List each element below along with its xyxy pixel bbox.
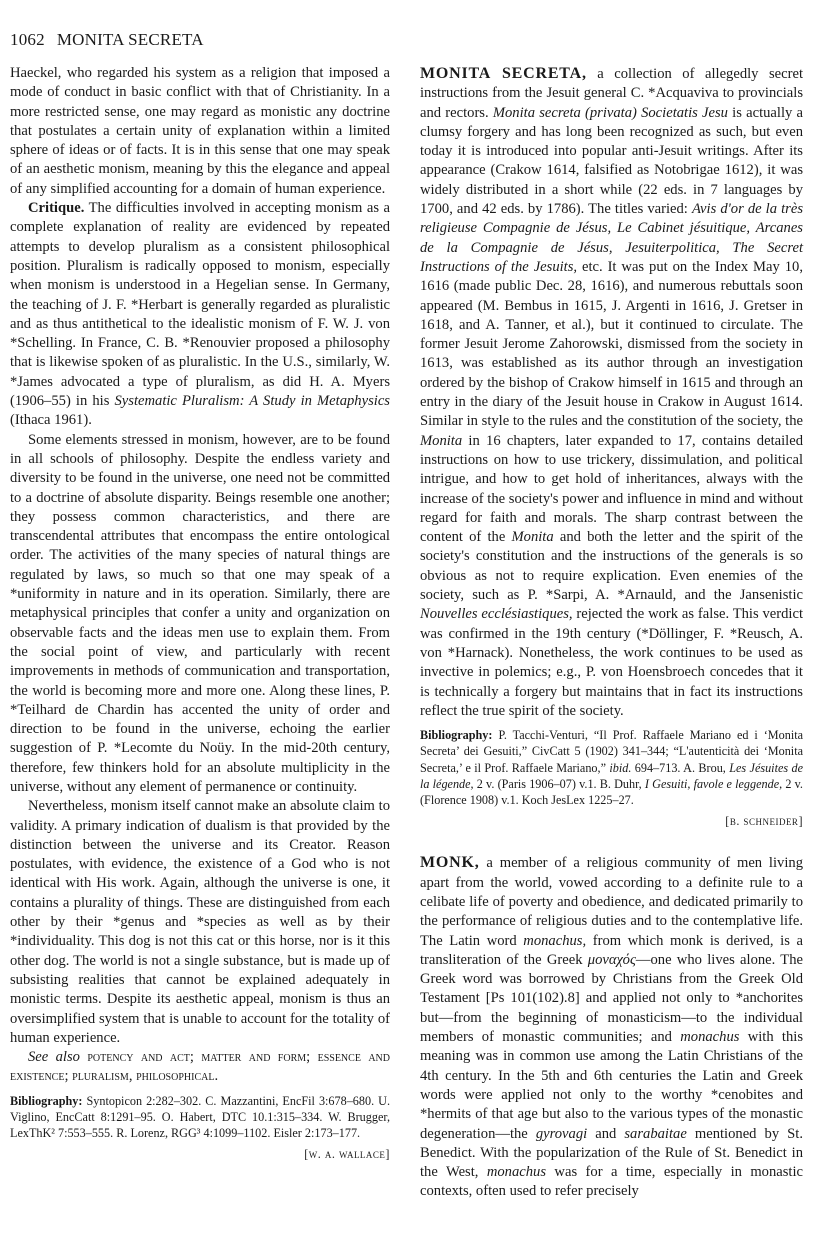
page-number: 1062 [10, 30, 45, 49]
entry-heading: MONK, [420, 854, 480, 872]
book-title: Systematic Pluralism: A Study in Metaphysics [114, 393, 390, 410]
bibliography: Bibliography: P. Tacchi-Venturi, “Il Prof. Raffaele Mariano ed i ‘Monita Secreta’ dei Gesuiti,” CivCatt 5 (1902) 341–344; “L'autenticità dei ‘Monita Secreta,’ e il Prof. Raffaele Mariano,” ibid. 694–713. A. Brou, Les Jésuites de la légende, 2 v. (Paris 1906–07) v.1. B. Duhr, I Gesuiti, favole e leggende, 2 v. (Florence 1908) v.1. Koch JesLex 1225–27. [420, 728, 804, 807]
paragraph: Haeckel, who regarded his system as a religion that imposed a mode of conduct in basic conflict with that of Christianity. In a more restricted sense, one may regard as monistic any doctrine that postulates a certain unity of explanation within a limited sphere of ideas or of facts. It is in this sense that one may speak of an aesthetic monism, meaning by this the elegance and appeal of any simplified accounting for a domain of human experience. [10, 65, 390, 197]
bibliography: Bibliography: Syntopicon 2:282–302. C. Mazzantini, EncFil 3:678–680. U. Viglino, EncCatt 8:1291–95. O. Habert, DTC 10.1:315–334. W. Brugger, LexThK² 7:553–555. R. Lorenz, RGG³ 4:1099–1102. Eisler 2:173–177. [10, 1093, 391, 1141]
entry-monk: MONK, a member of a religious community of men living apart from the world, vowed according to a definite rule to a celibate life of poverty and obedience, and dedicated primarily to the performance of religious duties and to the contemplative life. The Latin word monachus, from which monk is derived, is a transliteration of the Greek μοναχός—one who lives alone. The Greek word was borrowed by Christians from the Greek Old Testament [Ps 101(102).8] and applied not only to *anchorites but—from the beginning of monasticism—to the individual members of monastic communities; and monachus with this meaning was in common use among the Latin Christians of the 4th century. In the 5th and 6th centuries the Latin and Greek words were applied not only to the worthy *cenobites and *hermits of that age but also to the various types of the monastic degeneration—the gyrovagi and sarabaitae mentioned by St. Benedict. With the popularization of the Rule of St. Benedict in the West, monachus was for a time, especially in monastic contexts, often used to refer precisely [420, 854, 804, 1200]
paragraph: Some elements stressed in monism, however, are to be found in all schools of philosophy. Despite the endless variety and diversity to be found in the universe, one need not be committed to a doctrine of absolute disparity. Beings resemble one another; they possess common characteristics, and there are transcendental attributes that encompass the entire ontological order. The activities of the many species of natural things are regulated by laws, so much so that one may speak of a *uniformity in nature and in its operation. Similarly, there are metaphysical principles that confer a unity and organization on observable facts and the ideas men use to explain them. From the social point of view, and particularly with recent improvements in methods of communication and transportation, the world is becoming more and more one. Along these lines, P. *Teilhard de Chardin has accented the unity of order and direction to be found in the universe, echoing the earlier suggestion of P. *Lecomte du Noüy. In the mid-20th century, therefore, few thinkers hold for an absolute multiplicity in the universe, without any element of permanence or continuity. [10, 431, 390, 795]
right-column [420, 64, 803, 1202]
author-signature: [b. schneider] [725, 814, 803, 829]
see-also: See also potency and act; matter and form; essence and existence; pluralism, philosophical. [10, 1049, 390, 1085]
section-heading: Critique. [28, 200, 85, 217]
left-column [10, 64, 390, 1165]
critique-paragraph: Critique. The difficulties involved in accepting monism as a complete explanation of reality are evidenced by repeated attempts to develop pluralism as a consistent philosophical position. Pluralism is radically opposed to monism, especially when monism is understood in a Hegelian sense. In Germany, the teaching of J. F. *Herbart is generally regarded as pluralistic and as thus antithetical to the idealistic monism of F. W. J. von *Schelling. In France, C. B. *Renouvier proposed a philosophy that is likewise spoken of as pluralistic. In the U.S., similarly, W. *James advocated a type of pluralism, as did H. A. Myers (1906–55) in his Systematic Pluralism: A Study in Metaphysics (Ithaca 1961). [10, 200, 391, 429]
paragraph: Nevertheless, monism itself cannot make an absolute claim to validity. A primary indication of dualism is that provided by the distinction between the universe and its Creator. Reason postulates, with evidence, the existence of a God who is not identical with His work. Again, although the universe is one, it contains a plurality of things. These are distinguished from each other by their *genus and *species as well as by their *individuality. This dog is not this cat or this horse, nor is it this other dog. The world is not a single substance, but is made up of subsisting realities that cannot be explained adequately in monistic terms. Despite its aesthetic appeal, monism is thus an oversimplified system that is unable to account for the totality of human experience. [10, 798, 390, 1046]
author-signature: [w. a. wallace] [304, 1147, 390, 1162]
see-also-links: potency and act; matter and form; essence and existence; pluralism, philosophical. [10, 1049, 390, 1085]
entry-heading: MONITA SECRETA, [420, 65, 587, 82]
running-title: MONITA SECRETA [56, 30, 204, 49]
entry-monita-secreta: MONITA SECRETA, a collection of allegedly secret instructions from the Jesuit general C. *Acquaviva to provincials and rectors. Monita secreta (privata) Societatis Jesu is actually a clumsy forgery and has long been recognized as such, but even today it is introduced into popular anti-Jesuit writings. After its appearance (Crakow 1614, falsified as Notobrigae 1612), it was widely distributed in a short while (22 eds. in 7 languages by 1700, and 42 eds. by 1786). The titles varied: Avis d'or de la très religieuse Compagnie de Jésus, Le Cabinet jésuitique, Arcanes de la Compagnie de Jésus, Jesuiterpolitica, The Secret Instructions of the Jesuits, etc. It was put on the Index May 10, 1616 (made public Dec. 28, 1616), and numerous rebuttals soon appeared (M. Bembus in 1615, J. Argenti in 1616, J. Gretser in 1618, and A. Tanner, et al.), but it continued to circulate. The former Jesuit Jerome Zahorowski, dismissed from the society in 1613, was established as its author through an investigation ordered by the bishop of Crakow himself in 1615 and through an entry in the diary of the Jesuit house in Crakow in August 1614. Similar in style to the rules and the constitution of the society, the Monita in 16 chapters, later expanded to 17, contains detailed instructions on how to use trickery, dissimulation, and political intrigue, and how to get hold of inheritances, always with the increase of the society's power and influence in mind and without regard for faith and morals. The sharp contrast between the content of the Monita and both the letter and the spirit of the society's constitution and the instructions of the generals is so obvious as not to require explication. Even enemies of the society, such as P. *Sarpi, A. *Arnauld, and the Jansenistic Nouvelles ecclésiastiques, rejected the work as false. This verdict was confirmed in the 19th century (*Döllinger, F. *Reusch, A. von *Harnack). Nonetheless, the work continues to be used as invective in polemics; e.g., P. von Hoensbroech concedes that it is technically a forgery but maintains that in fact its instructions reflect the true spirit of the society. [420, 65, 804, 719]
entry-spacer [420, 831, 803, 853]
running-head [10, 30, 204, 50]
